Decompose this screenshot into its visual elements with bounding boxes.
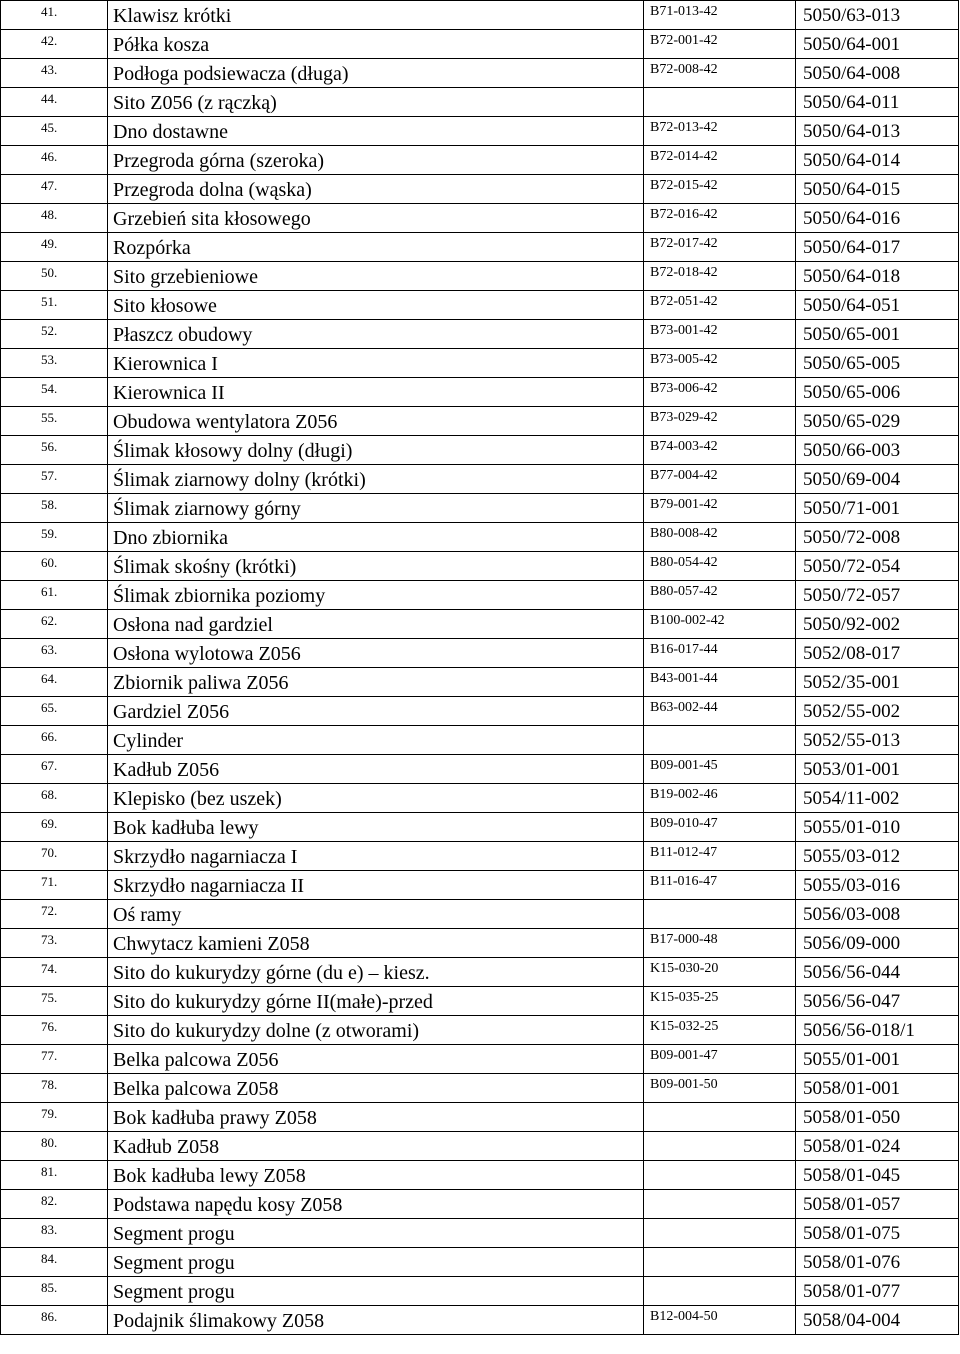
part-name: Podajnik ślimakowy Z058 [108,1306,644,1335]
part-name: Gardziel Z056 [108,697,644,726]
table-row [1,552,959,581]
part-catalog-number: 5050/92-002 [796,610,959,639]
row-number: 68. [1,784,108,813]
part-drawing-code: B11-016-47 [644,871,796,900]
part-drawing-code: B80-057-42 [644,581,796,610]
part-drawing-code: B09-001-47 [644,1045,796,1074]
row-number: 44. [1,88,108,117]
part-drawing-code: B63-002-44 [644,697,796,726]
part-drawing-code: B73-005-42 [644,349,796,378]
row-number: 73. [1,929,108,958]
row-number: 76. [1,1016,108,1045]
part-drawing-code: B16-017-44 [644,639,796,668]
part-drawing-code: B72-018-42 [644,262,796,291]
table-row [1,436,959,465]
part-drawing-code: B77-004-42 [644,465,796,494]
part-drawing-code: B11-012-47 [644,842,796,871]
part-drawing-code: B72-051-42 [644,291,796,320]
row-number: 42. [1,30,108,59]
part-catalog-number: 5056/56-044 [796,958,959,987]
part-catalog-number: 5058/01-075 [796,1219,959,1248]
part-name: Skrzydło nagarniacza I [108,842,644,871]
part-drawing-code: B73-029-42 [644,407,796,436]
row-number: 72. [1,900,108,929]
part-catalog-number: 5055/01-010 [796,813,959,842]
part-name: Płaszcz obudowy [108,320,644,349]
row-number: 80. [1,1132,108,1161]
part-drawing-code: B17-000-48 [644,929,796,958]
part-catalog-number: 5050/64-016 [796,204,959,233]
table-row [1,697,959,726]
part-name: Segment progu [108,1248,644,1277]
part-catalog-number: 5052/08-017 [796,639,959,668]
part-name: Półka kosza [108,30,644,59]
table-row [1,117,959,146]
part-drawing-code [644,1103,796,1132]
part-catalog-number: 5055/03-012 [796,842,959,871]
row-number: 46. [1,146,108,175]
row-number: 65. [1,697,108,726]
row-number: 52. [1,320,108,349]
part-catalog-number: 5050/63-013 [796,1,959,30]
row-number: 86. [1,1306,108,1335]
part-name: Obudowa wentylatora Z056 [108,407,644,436]
part-name: Sito do kukurydzy dolne (z otworami) [108,1016,644,1045]
row-number: 74. [1,958,108,987]
row-number: 53. [1,349,108,378]
row-number: 54. [1,378,108,407]
part-name: Ślimak zbiornika poziomy [108,581,644,610]
part-catalog-number: 5050/64-051 [796,291,959,320]
table-row [1,262,959,291]
part-drawing-code: B73-006-42 [644,378,796,407]
table-row [1,755,959,784]
part-drawing-code: B80-008-42 [644,523,796,552]
part-name: Kadłub Z058 [108,1132,644,1161]
part-catalog-number: 5054/11-002 [796,784,959,813]
row-number: 79. [1,1103,108,1132]
part-drawing-code: K15-035-25 [644,987,796,1016]
row-number: 62. [1,610,108,639]
row-number: 50. [1,262,108,291]
row-number: 61. [1,581,108,610]
part-catalog-number: 5058/01-024 [796,1132,959,1161]
table-row [1,1103,959,1132]
table-row [1,494,959,523]
part-name: Zbiornik paliwa Z056 [108,668,644,697]
part-name: Bok kadłuba prawy Z058 [108,1103,644,1132]
row-number: 70. [1,842,108,871]
part-drawing-code: K15-030-20 [644,958,796,987]
row-number: 63. [1,639,108,668]
part-drawing-code: B72-001-42 [644,30,796,59]
part-drawing-code: B100-002-42 [644,610,796,639]
row-number: 69. [1,813,108,842]
part-catalog-number: 5050/64-001 [796,30,959,59]
part-catalog-number: 5056/56-018/1 [796,1016,959,1045]
row-number: 51. [1,291,108,320]
table-row [1,291,959,320]
part-catalog-number: 5058/01-050 [796,1103,959,1132]
row-number: 48. [1,204,108,233]
row-number: 57. [1,465,108,494]
part-drawing-code: B72-008-42 [644,59,796,88]
table-row [1,610,959,639]
table-row [1,987,959,1016]
table-row [1,204,959,233]
table-row [1,842,959,871]
part-catalog-number: 5058/01-076 [796,1248,959,1277]
table-row [1,900,959,929]
part-catalog-number: 5050/64-018 [796,262,959,291]
part-drawing-code [644,1248,796,1277]
part-catalog-number: 5050/72-057 [796,581,959,610]
part-catalog-number: 5055/03-016 [796,871,959,900]
part-catalog-number: 5050/64-015 [796,175,959,204]
part-catalog-number: 5050/72-054 [796,552,959,581]
row-number: 78. [1,1074,108,1103]
table-row [1,1016,959,1045]
table-row [1,1248,959,1277]
part-catalog-number: 5050/66-003 [796,436,959,465]
part-name: Przegroda dolna (wąska) [108,175,644,204]
part-drawing-code [644,1190,796,1219]
part-name: Belka palcowa Z058 [108,1074,644,1103]
part-name: Sito do kukurydzy górne (du e) – kiesz. [108,958,644,987]
table-row [1,88,959,117]
row-number: 47. [1,175,108,204]
part-name: Chwytacz kamieni Z058 [108,929,644,958]
part-drawing-code [644,726,796,755]
parts-table-body [1,1,959,1335]
table-row [1,668,959,697]
row-number: 67. [1,755,108,784]
part-name: Belka palcowa Z056 [108,1045,644,1074]
part-name: Sito grzebieniowe [108,262,644,291]
row-number: 41. [1,1,108,30]
part-name: Ślimak ziarnowy górny [108,494,644,523]
part-drawing-code: B12-004-50 [644,1306,796,1335]
part-drawing-code: B72-013-42 [644,117,796,146]
part-name: Klepisko (bez uszek) [108,784,644,813]
part-name: Bok kadłuba lewy Z058 [108,1161,644,1190]
part-name: Klawisz krótki [108,1,644,30]
part-catalog-number: 5050/64-013 [796,117,959,146]
part-name: Dno dostawne [108,117,644,146]
part-drawing-code: B72-017-42 [644,233,796,262]
row-number: 55. [1,407,108,436]
part-drawing-code [644,1277,796,1306]
part-drawing-code: B72-014-42 [644,146,796,175]
part-catalog-number: 5056/56-047 [796,987,959,1016]
row-number: 66. [1,726,108,755]
row-number: 71. [1,871,108,900]
part-name: Kierownica I [108,349,644,378]
part-drawing-code: K15-032-25 [644,1016,796,1045]
part-drawing-code: B09-001-45 [644,755,796,784]
part-name: Kadłub Z056 [108,755,644,784]
part-drawing-code: B19-002-46 [644,784,796,813]
part-drawing-code: B80-054-42 [644,552,796,581]
row-number: 49. [1,233,108,262]
part-name: Grzebień sita kłosowego [108,204,644,233]
row-number: 82. [1,1190,108,1219]
table-row [1,929,959,958]
part-name: Ślimak skośny (krótki) [108,552,644,581]
part-drawing-code: B09-001-50 [644,1074,796,1103]
row-number: 77. [1,1045,108,1074]
table-row [1,813,959,842]
part-catalog-number: 5058/01-057 [796,1190,959,1219]
part-drawing-code [644,88,796,117]
table-row [1,378,959,407]
row-number: 84. [1,1248,108,1277]
part-catalog-number: 5050/65-006 [796,378,959,407]
part-name: Ślimak kłosowy dolny (długi) [108,436,644,465]
part-catalog-number: 5052/55-013 [796,726,959,755]
table-row [1,1074,959,1103]
table-row [1,320,959,349]
part-name: Cylinder [108,726,644,755]
row-number: 56. [1,436,108,465]
part-drawing-code [644,900,796,929]
part-name: Ślimak ziarnowy dolny (krótki) [108,465,644,494]
part-catalog-number: 5050/65-029 [796,407,959,436]
part-drawing-code: B09-010-47 [644,813,796,842]
part-catalog-number: 5056/09-000 [796,929,959,958]
part-drawing-code: B73-001-42 [644,320,796,349]
part-catalog-number: 5058/01-045 [796,1161,959,1190]
part-name: Dno zbiornika [108,523,644,552]
part-catalog-number: 5050/64-008 [796,59,959,88]
table-row [1,1045,959,1074]
part-catalog-number: 5052/55-002 [796,697,959,726]
row-number: 83. [1,1219,108,1248]
part-drawing-code: B43-001-44 [644,668,796,697]
row-number: 45. [1,117,108,146]
part-catalog-number: 5058/04-004 [796,1306,959,1335]
table-row [1,59,959,88]
part-catalog-number: 5058/01-077 [796,1277,959,1306]
part-catalog-number: 5056/03-008 [796,900,959,929]
part-name: Rozpórka [108,233,644,262]
table-row [1,1219,959,1248]
table-row [1,639,959,668]
part-name: Kierownica II [108,378,644,407]
part-name: Skrzydło nagarniacza II [108,871,644,900]
table-row [1,1161,959,1190]
part-catalog-number: 5053/01-001 [796,755,959,784]
table-row [1,465,959,494]
part-name: Sito kłosowe [108,291,644,320]
row-number: 81. [1,1161,108,1190]
table-row [1,784,959,813]
part-name: Podstawa napędu kosy Z058 [108,1190,644,1219]
part-catalog-number: 5050/65-001 [796,320,959,349]
part-name: Osłona nad gardziel [108,610,644,639]
part-catalog-number: 5050/71-001 [796,494,959,523]
row-number: 64. [1,668,108,697]
part-drawing-code: B72-015-42 [644,175,796,204]
table-row [1,871,959,900]
row-number: 43. [1,59,108,88]
row-number: 85. [1,1277,108,1306]
row-number: 60. [1,552,108,581]
part-catalog-number: 5058/01-001 [796,1074,959,1103]
part-catalog-number: 5050/65-005 [796,349,959,378]
row-number: 58. [1,494,108,523]
table-row [1,407,959,436]
part-catalog-number: 5050/64-017 [796,233,959,262]
part-drawing-code: B71-013-42 [644,1,796,30]
part-catalog-number: 5050/64-011 [796,88,959,117]
table-row [1,958,959,987]
part-name: Przegroda górna (szeroka) [108,146,644,175]
table-row [1,30,959,59]
part-drawing-code: B72-016-42 [644,204,796,233]
part-catalog-number: 5050/64-014 [796,146,959,175]
table-row [1,146,959,175]
part-drawing-code [644,1219,796,1248]
part-name: Podłoga podsiewacza (długa) [108,59,644,88]
table-row [1,726,959,755]
table-row [1,1132,959,1161]
part-name: Sito do kukurydzy górne II(małe)-przed [108,987,644,1016]
part-name: Bok kadłuba lewy [108,813,644,842]
table-row [1,1277,959,1306]
table-row [1,1,959,30]
part-catalog-number: 5050/69-004 [796,465,959,494]
table-row [1,1306,959,1335]
table-row [1,349,959,378]
part-catalog-number: 5055/01-001 [796,1045,959,1074]
part-name: Segment progu [108,1277,644,1306]
part-name: Osłona wylotowa Z056 [108,639,644,668]
part-catalog-number: 5050/72-008 [796,523,959,552]
part-name: Segment progu [108,1219,644,1248]
part-drawing-code: B79-001-42 [644,494,796,523]
part-catalog-number: 5052/35-001 [796,668,959,697]
part-drawing-code [644,1161,796,1190]
part-name: Oś ramy [108,900,644,929]
row-number: 59. [1,523,108,552]
part-drawing-code [644,1132,796,1161]
part-name: Sito Z056 (z rączką) [108,88,644,117]
table-row [1,581,959,610]
table-row [1,1190,959,1219]
row-number: 75. [1,987,108,1016]
table-row [1,233,959,262]
table-row [1,175,959,204]
table-row [1,523,959,552]
part-drawing-code: B74-003-42 [644,436,796,465]
